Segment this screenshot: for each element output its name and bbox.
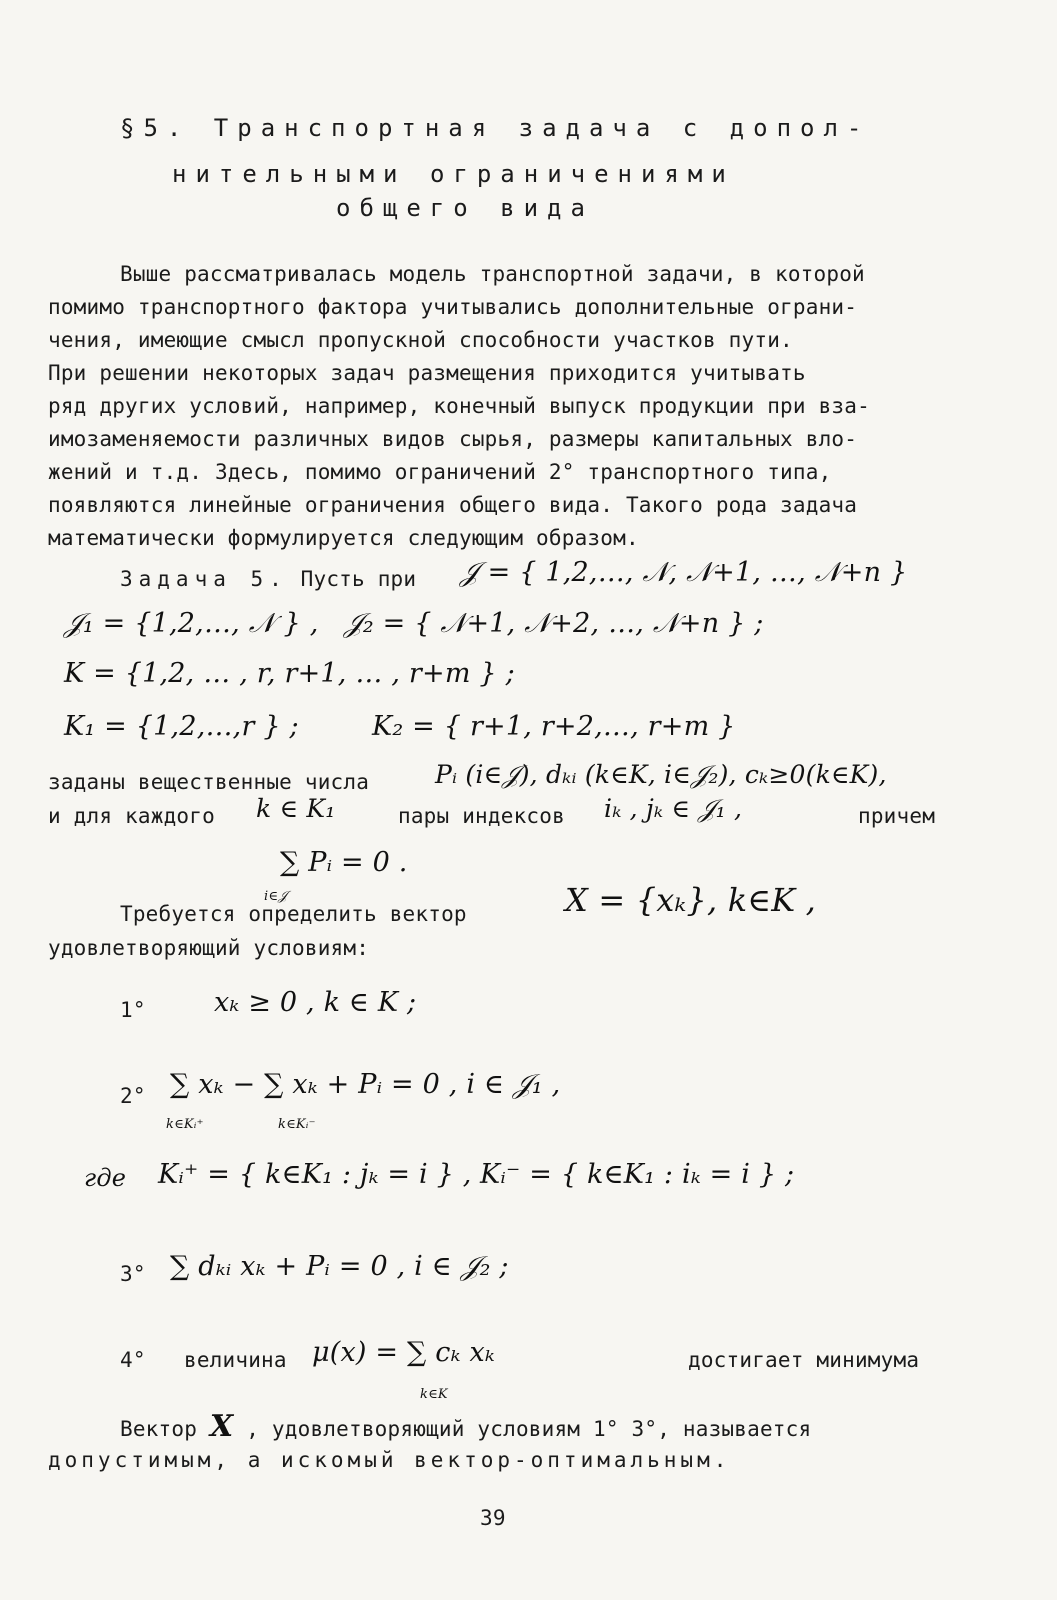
- paragraph-line: имозаменяемости различных видов сырья, размеры капитальных вло-: [48, 427, 858, 451]
- section-heading-line-2: нительными ограничениями: [172, 160, 735, 188]
- condition-4-formula: μ(x) = ∑ cₖ xₖ: [312, 1337, 495, 1368]
- require-text: Требуется определить вектор: [120, 902, 467, 926]
- satisfy-text: удовлетворяющий условиям:: [48, 936, 370, 960]
- closing-vector-symbol: X: [209, 1409, 234, 1444]
- set-k2-formula: K₂ = { r+1, r+2,…, r+m }: [372, 711, 736, 742]
- pairs-text-3: причем: [858, 804, 936, 828]
- require-formula: X = {xₖ}, k∈K ,: [565, 881, 817, 919]
- set-j2-formula: 𝒥₂ = { 𝒩+1, 𝒩+2, …, 𝒩+n } ;: [344, 608, 764, 639]
- closing-line-2: допустимым, а искомый вектор-оптимальным.: [48, 1448, 731, 1472]
- condition-1-number: 1°: [120, 998, 146, 1022]
- condition-4-subscript: k∈K: [420, 1387, 448, 1402]
- pairs-text-2: пары индексов: [398, 804, 565, 828]
- condition-4-end-text: достигает минимума: [688, 1348, 920, 1372]
- section-heading-line-3: общего вида: [336, 194, 594, 222]
- condition-2-number: 2°: [120, 1084, 146, 1108]
- set-k1-formula: K₁ = {1,2,…,r } ;: [64, 711, 299, 742]
- section-heading-line-1: §5. Транспортная задача с допол-: [120, 114, 871, 142]
- where-formula-plus: Kᵢ⁺ = { k∈K₁ : jₖ = i } ,: [158, 1159, 472, 1190]
- condition-4-number: 4°: [120, 1348, 146, 1372]
- problem-label: Задача 5.: [120, 567, 288, 591]
- paragraph-line: помимо транспортного фактора учитывались дополнительные ограни-: [48, 295, 858, 319]
- condition-2-subscript-plus: k∈Kᵢ⁺: [166, 1117, 204, 1132]
- pairs-formula: iₖ , jₖ ∈ 𝒥₁ ,: [604, 794, 743, 823]
- given-text: заданы вещественные числа: [48, 770, 370, 794]
- paragraph-line: математически формулируется следующим образом.: [48, 526, 639, 550]
- paragraph-line: ряд других условий, например, конечный выпуск продукции при вза-: [48, 394, 870, 418]
- sum-formula: ∑ Pᵢ = 0 .: [280, 847, 408, 878]
- paragraph-line: появляются линейные ограничения общего вида. Такого рода задача: [48, 493, 858, 517]
- pairs-text-1: и для каждого: [48, 804, 215, 828]
- set-j-formula: 𝒥 = { 1,2,…, 𝒩, 𝒩+1, …, 𝒩+n }: [460, 557, 908, 588]
- pairs-k-formula: k ∈ K₁: [256, 794, 336, 823]
- condition-3-number: 3°: [120, 1262, 146, 1286]
- condition-2-formula: ∑ xₖ − ∑ xₖ + Pᵢ = 0 , i ∈ 𝒥₁ ,: [170, 1069, 561, 1100]
- paragraph-line: Выше рассматривалась модель транспортной задачи, в которой: [120, 262, 865, 286]
- set-j1-formula: 𝒥₁ = {1,2,…, 𝒩 } ,: [64, 608, 319, 639]
- problem-intro: [120, 563, 416, 596]
- problem-intro-text: Пусть при: [300, 567, 417, 591]
- condition-3-formula: ∑ dₖᵢ xₖ + Pᵢ = 0 , i ∈ 𝒥₂ ;: [170, 1251, 509, 1282]
- condition-2-subscript-minus: k∈Kᵢ⁻: [278, 1117, 316, 1132]
- set-k-formula: K = {1,2, … , r, r+1, … , r+m } ;: [64, 658, 515, 689]
- paragraph-line: чения, имеющие смысл пропускной способности участков пути.: [48, 328, 793, 352]
- where-formula-minus: Kᵢ⁻ = { k∈K₁ : iₖ = i } ;: [480, 1159, 795, 1190]
- given-formula: Pᵢ (i∈𝒥), dₖᵢ (k∈K, i∈𝒥₂), cₖ≥0(k∈K),: [435, 760, 887, 789]
- closing-line-1: [120, 1410, 811, 1446]
- sum-subscript: i∈𝒥: [264, 889, 288, 904]
- sum-condition: [280, 846, 408, 879]
- condition-1-formula: xₖ ≥ 0 , k ∈ K ;: [214, 987, 417, 1018]
- condition-4-text: величина: [184, 1348, 287, 1372]
- closing-vector-word: Вектор: [120, 1417, 198, 1441]
- page-number: 39: [480, 1506, 506, 1530]
- paragraph-line: При решении некоторых задач размещения приходится учитывать: [48, 361, 806, 385]
- paragraph-line: жений и т.д. Здесь, помимо ограничений 2° транспортного типа,: [48, 460, 832, 484]
- where-text: где: [84, 1164, 127, 1192]
- closing-line-1-rest: , удовлетворяющий условиям 1° 3°, называется: [246, 1417, 812, 1441]
